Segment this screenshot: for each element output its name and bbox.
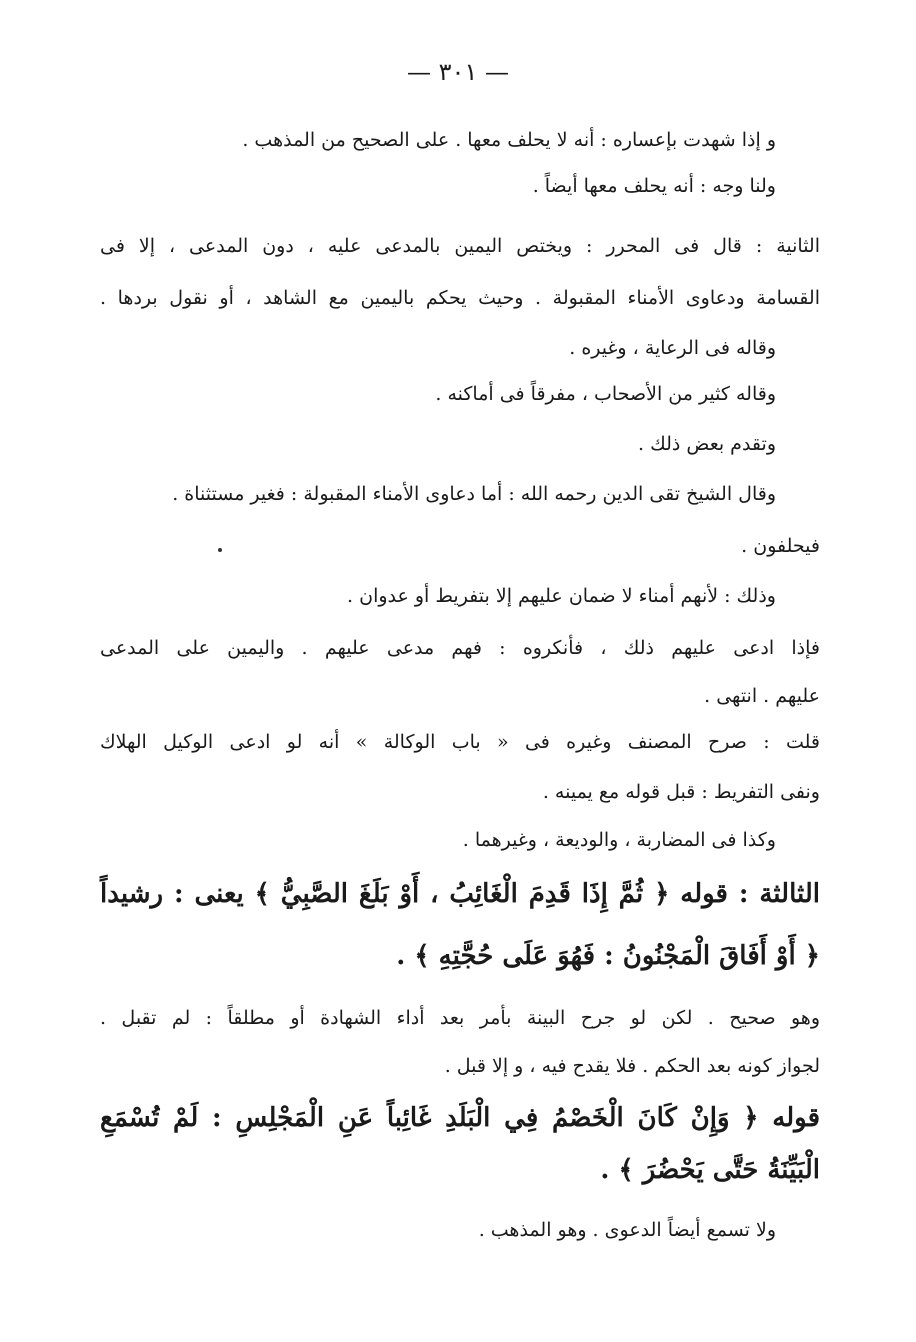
- text-line: فيحلفون .: [741, 535, 820, 557]
- text-line: وهو صحيح . لكن لو جرح البينة بأمر بعد أداء الشهادة أو مطلقاً : لم تقبل .: [100, 1007, 820, 1029]
- text-line: قلت : صرح المصنف وغيره فى « باب الوكالة » أنه لو ادعى الوكيل الهلاك: [100, 731, 820, 753]
- text-line: وتقدم بعض ذلك .: [638, 433, 776, 455]
- text-line: ولنا وجه : أنه يحلف معها أيضاً .: [532, 175, 776, 197]
- section-heading-line: الثانية : قال فى المحرر : ويختص اليمين بالمدعى عليه ، دون المدعى ، إلا فى: [100, 235, 820, 257]
- quran-verse-line: الْبَيِّنَةُ حَتَّى يَحْضُرَ ﴾ .: [600, 1155, 820, 1185]
- quran-verse-line: ﴿ أَوْ أَفَاقَ الْمَجْنُونُ : فَهُوَ عَلَى حُجَّتِهِ ﴾ .: [396, 941, 820, 971]
- text-line: ونفى التفريط : قبل قوله مع يمينه .: [542, 781, 820, 803]
- text-line: فإذا ادعى عليهم ذلك ، فأنكروه : فهم مدعى عليهم . واليمين على المدعى: [100, 637, 820, 659]
- text-line: وذلك : لأنهم أمناء لا ضمان عليهم إلا بتفريط أو عدوان .: [347, 585, 776, 607]
- text-line: القسامة ودعاوى الأمناء المقبولة . وحيث يحكم باليمين مع الشاهد ، أو نقول بردها .: [100, 287, 820, 309]
- quran-verse-line: قوله ﴿ وَإِنْ كَانَ الْخَصْمُ فِي الْبَلَدِ غَائِباً عَنِ الْمَجْلِسِ : لَمْ تُسْمَعِ: [100, 1103, 820, 1133]
- page-number: — ٣٠١ —: [407, 58, 509, 86]
- text-line: و إذا شهدت بإعساره : أنه لا يحلف معها . على الصحيح من المذهب .: [242, 129, 776, 151]
- text-line: عليهم . انتهى .: [704, 685, 820, 707]
- text-line: لجواز كونه بعد الحكم . فلا يقدح فيه ، و إلا قبل .: [444, 1055, 820, 1077]
- text-line: وقاله فى الرعاية ، وغيره .: [569, 337, 776, 359]
- quran-verse-line: الثالثة : قوله ﴿ ثُمَّ إِذَا قَدِمَ الْغَائِبُ ، أَوْ بَلَغَ الصَّبِيُّ ﴾ يعنى : رشيداً: [100, 879, 820, 909]
- text-line: وقال الشيخ تقى الدين رحمه الله : أما دعاوى الأمناء المقبولة : فغير مستثناة .: [172, 483, 776, 505]
- text-line: ولا تسمع أيضاً الدعوى . وهو المذهب .: [478, 1219, 776, 1241]
- text-line: وقاله كثير من الأصحاب ، مفرقاً فى أماكنه .: [435, 383, 776, 405]
- text-line: وكذا فى المضاربة ، والوديعة ، وغيرهما .: [462, 829, 776, 851]
- ink-speck: [218, 548, 222, 552]
